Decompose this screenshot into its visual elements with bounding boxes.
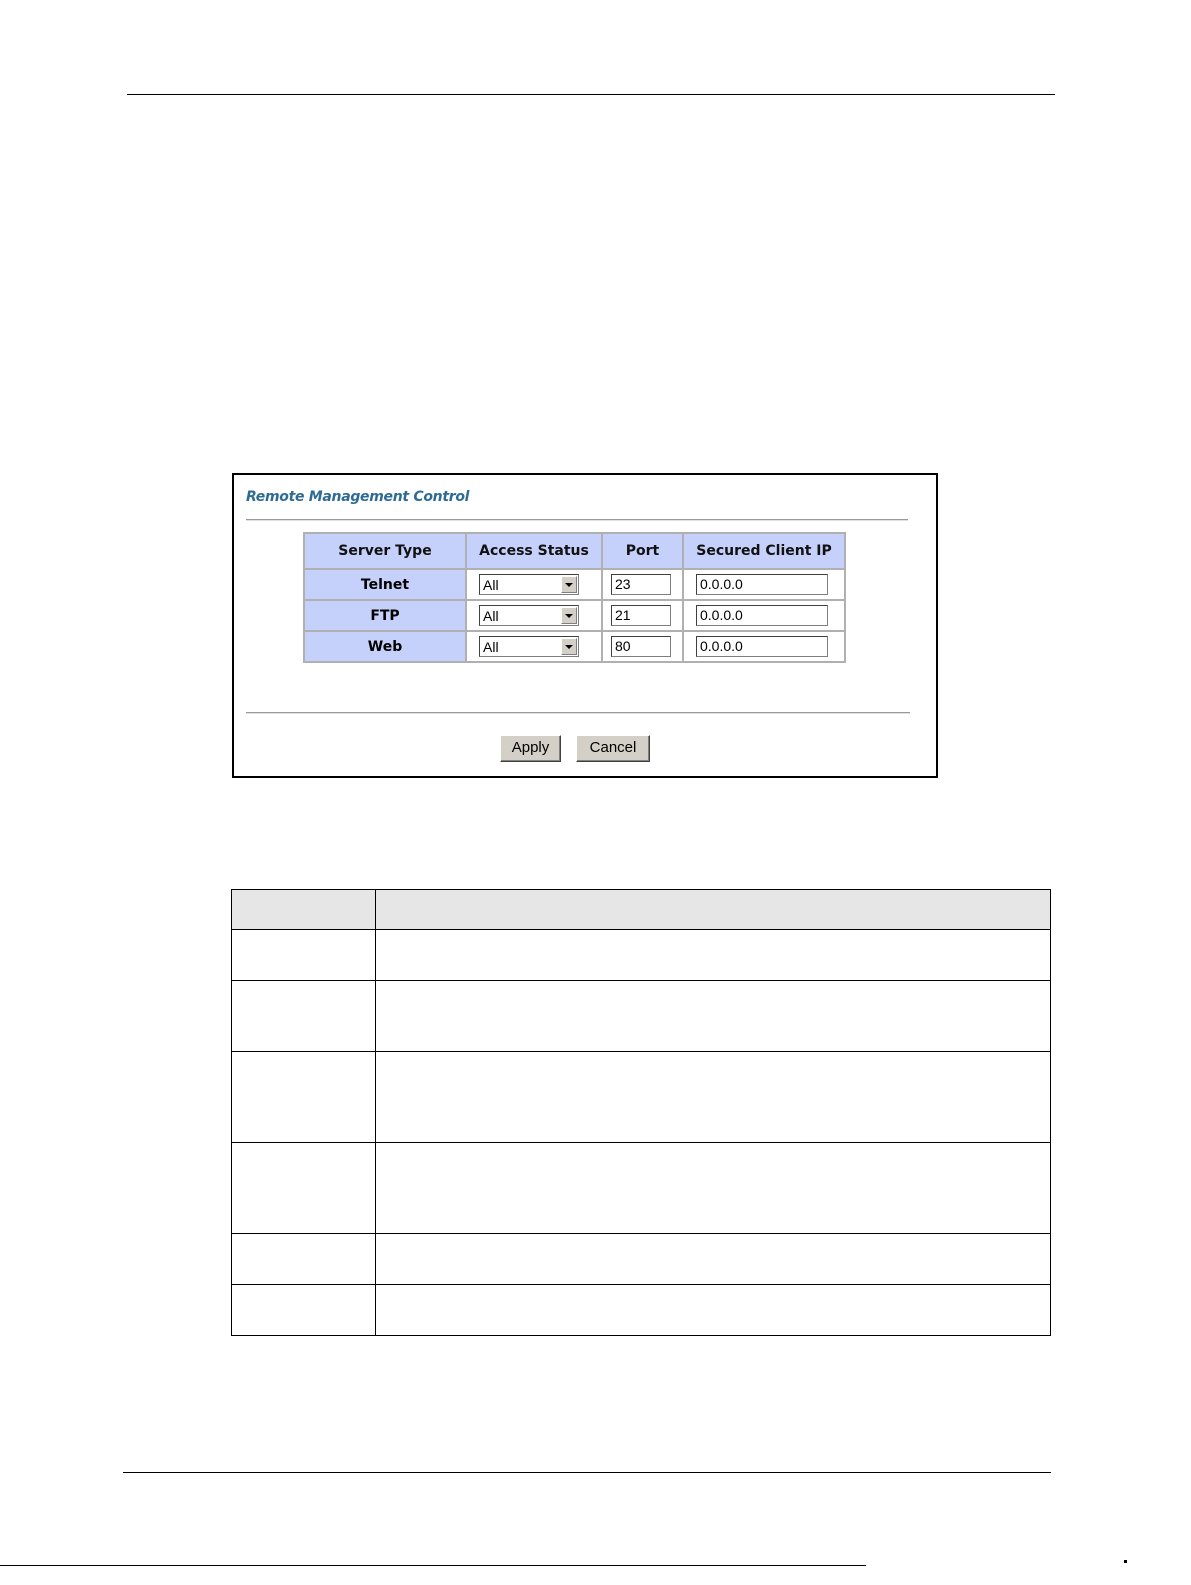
- description-table-header: [232, 890, 1051, 930]
- label-cell: [232, 981, 376, 1052]
- description-cell: [376, 1052, 1051, 1143]
- secured-ip-input-telnet[interactable]: 0.0.0.0: [696, 574, 828, 595]
- header-cell-description: [376, 890, 1051, 930]
- label-cell: [232, 1285, 376, 1336]
- panel-title: Remote Management Control: [246, 489, 470, 505]
- port-cell: [602, 631, 683, 662]
- table-row: [232, 981, 1051, 1052]
- secured-ip-input-web[interactable]: 0.0.0.0: [696, 636, 828, 657]
- port-cell: [602, 600, 683, 631]
- footer-rule: [123, 1472, 1051, 1473]
- access-status-cell: [466, 600, 602, 631]
- description-cell: [376, 1234, 1051, 1285]
- description-cell: [376, 1143, 1051, 1234]
- label-cell: [232, 1052, 376, 1143]
- label-cell: [232, 1143, 376, 1234]
- server-type-telnet: Telnet: [304, 569, 466, 600]
- field-description-table: [231, 889, 1051, 1336]
- secured-ip-input-ftp[interactable]: 0.0.0.0: [696, 605, 828, 626]
- access-status-select-web[interactable]: [479, 636, 579, 657]
- table-row-ftp: [304, 600, 845, 631]
- header-server-type: Server Type: [304, 533, 466, 569]
- table-row: [232, 1143, 1051, 1234]
- chevron-down-icon[interactable]: [561, 638, 577, 655]
- port-cell: [602, 569, 683, 600]
- port-input-ftp[interactable]: 21: [611, 605, 671, 626]
- panel-divider-top: [246, 519, 908, 521]
- table-row: [232, 1285, 1051, 1336]
- table-row: [232, 930, 1051, 981]
- table-header-row: [304, 533, 845, 569]
- panel-divider-bottom: [246, 712, 910, 714]
- apply-button[interactable]: Apply: [500, 735, 561, 762]
- description-cell: [376, 930, 1051, 981]
- access-status-cell: [466, 631, 602, 662]
- chevron-down-icon[interactable]: [561, 576, 577, 593]
- ip-cell: [683, 631, 845, 662]
- port-input-web[interactable]: 80: [611, 636, 671, 657]
- server-type-ftp: FTP: [304, 600, 466, 631]
- cancel-button[interactable]: Cancel: [576, 735, 650, 762]
- access-status-value: All: [483, 639, 499, 655]
- description-cell: [376, 1285, 1051, 1336]
- header-port: Port: [602, 533, 683, 569]
- access-status-select-ftp[interactable]: [479, 605, 579, 626]
- ip-cell: [683, 600, 845, 631]
- header-access-status: Access Status: [466, 533, 602, 569]
- page-bottom-rule: [0, 1565, 866, 1566]
- table-row: [232, 1052, 1051, 1143]
- remote-management-table: [303, 532, 846, 663]
- access-status-value: All: [483, 577, 499, 593]
- access-status-value: All: [483, 608, 499, 624]
- header-secured-client-ip: Secured Client IP: [683, 533, 845, 569]
- table-row-web: [304, 631, 845, 662]
- header-cell-label: [232, 890, 376, 930]
- access-status-select-telnet[interactable]: [479, 574, 579, 595]
- server-type-web: Web: [304, 631, 466, 662]
- header-rule: [127, 94, 1055, 95]
- remote-management-screenshot: [232, 473, 938, 778]
- description-cell: [376, 981, 1051, 1052]
- port-input-telnet[interactable]: 23: [611, 574, 671, 595]
- page-mark: [1124, 1560, 1127, 1563]
- access-status-cell: [466, 569, 602, 600]
- label-cell: [232, 930, 376, 981]
- ip-cell: [683, 569, 845, 600]
- chevron-down-icon[interactable]: [561, 607, 577, 624]
- table-row-telnet: [304, 569, 845, 600]
- label-cell: [232, 1234, 376, 1285]
- table-row: [232, 1234, 1051, 1285]
